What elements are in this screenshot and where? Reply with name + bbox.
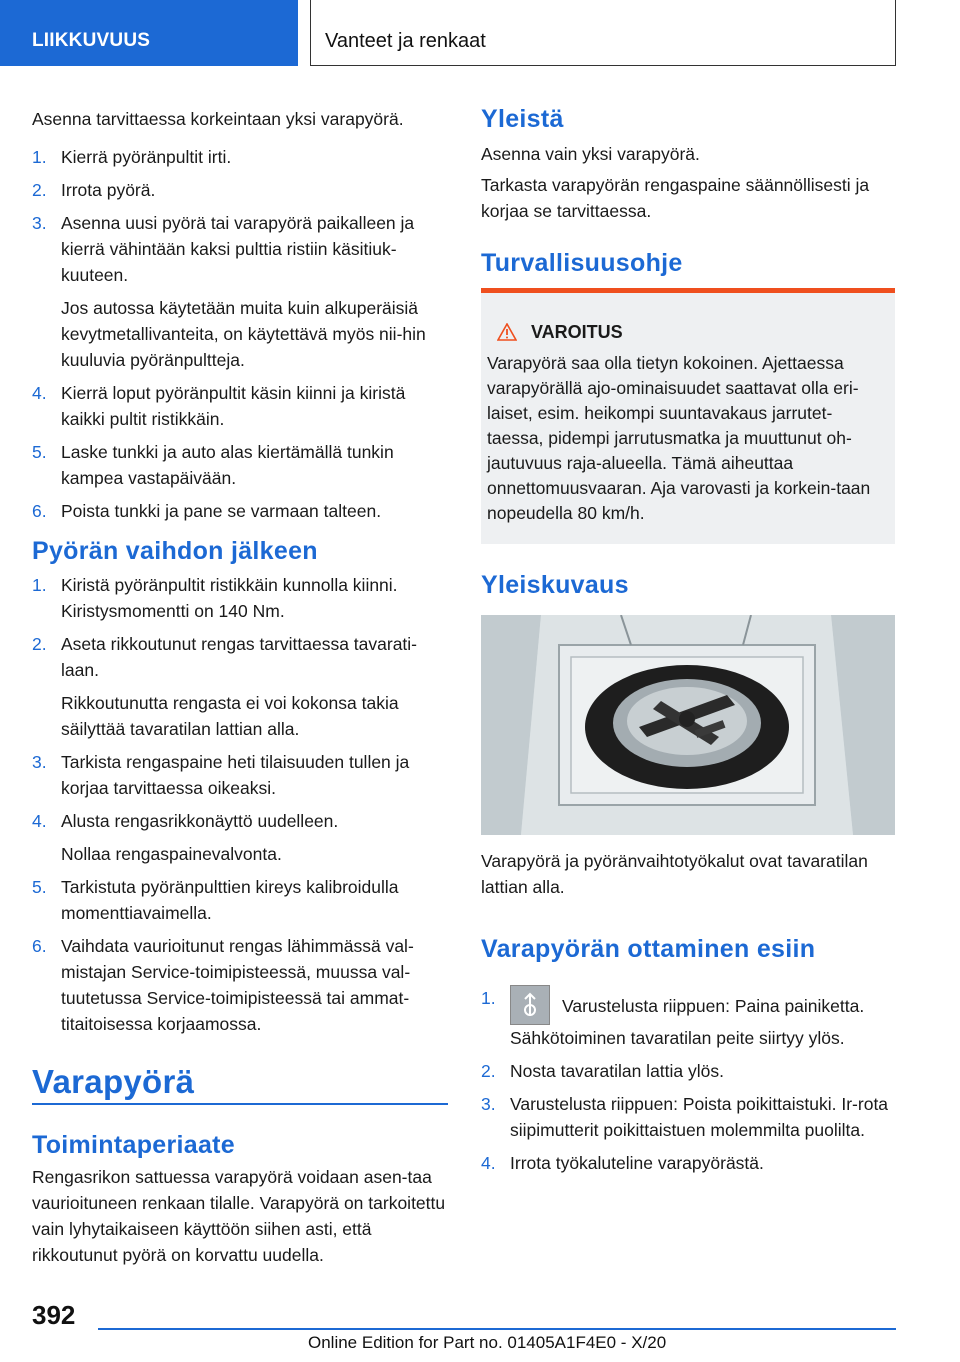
spare-wheel-illustration — [481, 615, 895, 835]
list-item — [32, 380, 448, 432]
safety-heading: Turvallisuusohje — [481, 249, 683, 277]
step-text: Nosta tavaratilan lattia ylös. — [510, 1061, 724, 1081]
after-change-steps-list — [32, 572, 448, 1037]
general-text-1: Asenna vain yksi varapyörä. — [481, 144, 700, 164]
principle-text: Rengasrikon sattuessa varapyörä voidaan asen-taa vaurioituneen renkaan tilalle. Varapyörä on tarkoitettu vain lyhytaikaiseen käyttöön siihen asti, että rikkoutunut pyörä on korvattu uudella. — [32, 1167, 446, 1265]
step-text: Kiristä pyöränpultit ristikkäin kunnolla kiinni. Kiristysmomentti on 140 Nm. — [61, 575, 398, 621]
list-item — [32, 144, 448, 170]
step-text: Vaihdata vaurioitunut rengas lähimmässä val-mistajan Service-toimipisteessä, muussa val-tuutetussa Service-toimipisteessä tai ammat-titaitoisessa korjaamossa. — [61, 936, 414, 1034]
list-item — [32, 439, 448, 491]
chapter-tab: Vanteet ja renkaat — [310, 0, 896, 66]
image-caption: Varapyörä ja pyöränvaihtotyökalut ovat tavaratilan lattian alla. — [481, 851, 868, 897]
after-change-heading: Pyörän vaihdon jälkeen — [32, 537, 318, 565]
overview-heading: Yleiskuvaus — [481, 571, 629, 599]
spare-wheel-photo — [481, 615, 895, 835]
warning-triangle-icon — [497, 323, 517, 341]
step-text: Rikkoutunutta rengasta ei voi kokonsa takia säilyttää tavaratilan lattian alla. — [61, 693, 399, 739]
step-number: 3. — [32, 752, 47, 772]
step-number: 5. — [32, 442, 47, 462]
step-text: Varustelusta riippuen: Paina painiketta. Sähkötoiminen tavaratilan peite siirtyy ylös. — [510, 985, 897, 1051]
warning-title: VAROITUS — [531, 322, 623, 342]
principle-heading: Toimintaperiaate — [32, 1131, 235, 1159]
step-text: Jos autossa käytetään muita kuin alkuperäisiä kevytmetallivanteita, on käytettävä myös nii-hin kuuluvia pyöränpultteja. — [61, 298, 426, 370]
trunk-cover-button-icon — [510, 985, 550, 1025]
footer-rule — [98, 1328, 896, 1330]
heading-underline — [32, 1103, 448, 1105]
spare-wheel-heading: Varapyörä — [32, 1063, 195, 1100]
step-number: 4. — [481, 1153, 496, 1173]
intro-text: Asenna tarvittaessa korkeintaan yksi varapyörä. — [32, 109, 404, 129]
step-text: Asenna uusi pyörä tai varapyörä paikalleen ja kierrä vähintään kaksi pulttia ristiin käsitiuk-kuuteen. — [61, 213, 415, 285]
step-text: Kierrä loput pyöränpultit käsin kiinni ja kiristä kaikki pultit ristikkäin. — [61, 383, 406, 429]
page-number: 392 — [32, 1300, 76, 1330]
list-item — [32, 631, 448, 742]
step-text: Varustelusta riippuen: Poista poikittaistuki. Ir-rota siipimutterit poikittaistuen molemmilta puolilta. — [510, 1094, 889, 1140]
step-number: 2. — [32, 180, 47, 200]
step-text: Irrota pyörä. — [61, 180, 156, 200]
list-item — [32, 874, 448, 926]
step-number: 1. — [481, 988, 496, 1008]
step-number: 1. — [32, 147, 47, 167]
step-text: Kierrä pyöränpultit irti. — [61, 147, 232, 167]
warning-text: Varapyörä saa olla tietyn kokoinen. Ajettaessa varapyörällä ajo-ominaisuudet saattavat olla eri-laiset, esim. heikompi suuntavakaus jarrutet-taessa, pidempi jarrutusmatka ja muuttunut oh-jautuvuus raja-alueella. Tämä aiheuttaa onnettomuusvaaran. Aja varovasti ja korkein-taan nopeudella 80 km/h. — [487, 353, 871, 523]
step-text: Laske tunkki ja auto alas kiertämällä tunkin kampea vastapäivään. — [61, 442, 394, 488]
warning-title-row — [487, 319, 873, 345]
step-number: 6. — [32, 501, 47, 521]
step-text: Nollaa rengaspainevalvonta. — [61, 844, 282, 864]
warning-box — [481, 288, 895, 544]
step-text: Aseta rikkoutunut rengas tarvittaessa tavarati-laan. — [61, 634, 418, 680]
step-number: 4. — [32, 383, 47, 403]
list-item — [32, 210, 448, 373]
step-text: Poista tunkki ja pane se varmaan talteen. — [61, 501, 382, 521]
list-item — [32, 933, 448, 1037]
general-heading: Yleistä — [481, 105, 564, 133]
step-number: 2. — [32, 634, 47, 654]
step-number: 6. — [32, 936, 47, 956]
step-number: 1. — [32, 575, 47, 595]
step-text: Irrota työkaluteline varapyörästä. — [510, 1153, 764, 1173]
remove-spare-heading: Varapyörän ottaminen esiin — [481, 935, 816, 963]
step-number: 4. — [32, 811, 47, 831]
list-item — [32, 808, 448, 867]
list-item — [32, 572, 448, 624]
list-item — [481, 1150, 897, 1176]
step-text: Alusta rengasrikkonäyttö uudelleen. — [61, 811, 339, 831]
list-item — [481, 985, 897, 1051]
section-tab: LIIKKUVUUS — [0, 0, 298, 66]
change-steps-list — [32, 144, 448, 524]
page-header — [0, 0, 960, 66]
list-item — [481, 1058, 897, 1084]
step-text: Tarkista rengaspaine heti tilaisuuden tullen ja korjaa tarvittaessa oikeaksi. — [61, 752, 410, 798]
list-item — [32, 749, 448, 801]
step-number: 5. — [32, 877, 47, 897]
general-text-2: Tarkasta varapyörän rengaspaine säännöllisesti ja korjaa se tarvittaessa. — [481, 175, 870, 221]
list-item — [481, 1091, 897, 1143]
list-item — [32, 177, 448, 203]
list-item — [32, 498, 448, 524]
remove-steps-list — [481, 985, 897, 1176]
step-number: 2. — [481, 1061, 496, 1081]
step-number: 3. — [32, 213, 47, 233]
step-text: Tarkistuta pyöränpulttien kireys kalibroidulla momenttiavaimella. — [61, 877, 399, 923]
step-number: 3. — [481, 1094, 496, 1114]
footer-edition: Online Edition for Part no. 01405A1F4E0 - X/20 — [308, 1333, 667, 1352]
